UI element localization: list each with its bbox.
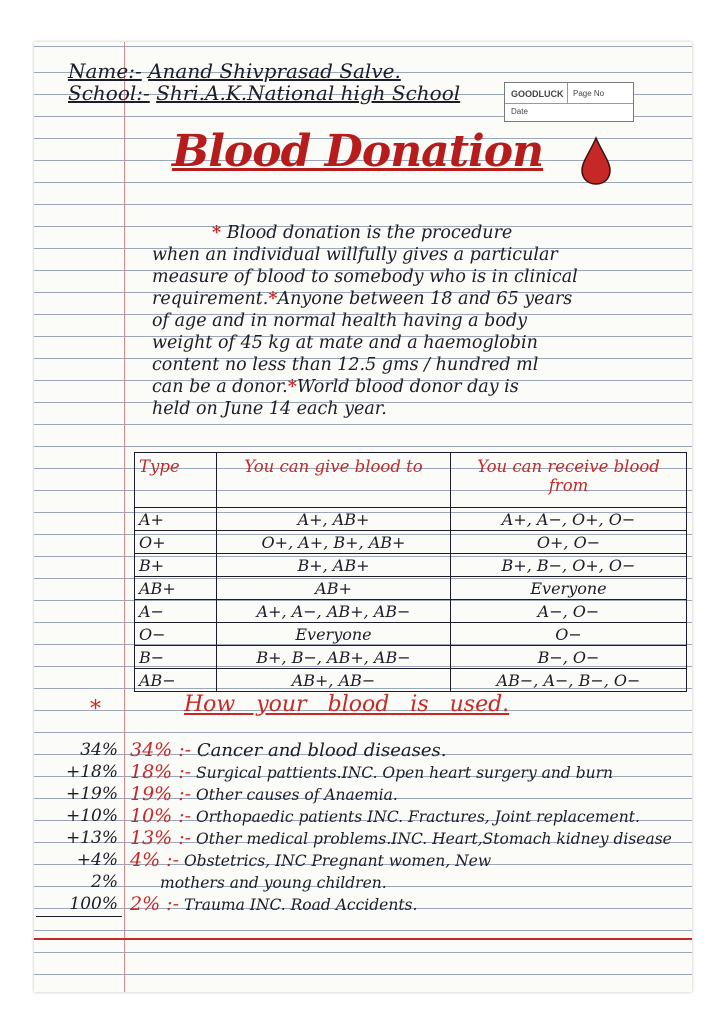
cell-receive: A+, A−, O+, O−	[451, 508, 687, 531]
list-item: mothers and young children.	[160, 874, 387, 892]
cell-receive: Everyone	[451, 577, 687, 600]
cell-receive: B+, B−, O+, O−	[451, 554, 687, 577]
cell-give: Everyone	[217, 623, 451, 646]
para-line: measure of blood to somebody who is in clinical	[152, 267, 578, 287]
name-line	[68, 60, 401, 82]
para-line: when an individual willfully gives a particular	[152, 245, 558, 265]
stamp-brand: GOODLUCK	[511, 89, 564, 99]
sum-value: +18%	[65, 762, 118, 782]
bottom-red-line	[34, 938, 692, 940]
cell-give: AB+, AB−	[217, 669, 451, 692]
para-line: requirement.	[152, 289, 269, 309]
header-give: You can give blood to	[217, 453, 451, 508]
cell-receive: B−, O−	[451, 646, 687, 669]
sum-total: 100%	[69, 894, 118, 914]
cell-give: A+, AB+	[217, 508, 451, 531]
table-header-row	[135, 453, 687, 508]
para-line: weight of 45 kg at mate and a haemoglobin	[152, 333, 538, 353]
name-label: Name:-	[68, 59, 142, 83]
name-value: Anand Shivprasad Salve.	[148, 59, 401, 83]
cell-receive: AB−, A−, B−, O−	[451, 669, 687, 692]
margin-line	[124, 42, 125, 992]
cell-type: B−	[135, 646, 217, 669]
cell-give: AB+	[217, 577, 451, 600]
notebook-page	[34, 42, 692, 992]
cell-give: B+, AB+	[217, 554, 451, 577]
table-row	[135, 623, 687, 646]
percent-sum-column	[34, 739, 124, 915]
stamp-date: Date	[511, 107, 528, 116]
blood-uses-list	[130, 739, 690, 915]
cell-type: AB−	[135, 669, 217, 692]
cell-type: O+	[135, 531, 217, 554]
table-row	[135, 531, 687, 554]
list-item: 18% :- Surgical pattients.INC. Open heart surgery and burn	[130, 761, 613, 783]
table-row	[135, 577, 687, 600]
table-row	[135, 508, 687, 531]
table-row	[135, 600, 687, 623]
stamp-page-no: Page No	[573, 89, 605, 98]
list-item: 19% :- Other causes of Anaemia.	[130, 783, 398, 805]
blood-drop-icon	[580, 136, 612, 186]
cell-type: B+	[135, 554, 217, 577]
sum-value: 34%	[80, 740, 118, 760]
cell-type: O−	[135, 623, 217, 646]
sum-value: 2%	[91, 872, 118, 892]
sum-value: +10%	[65, 806, 118, 826]
cell-receive: O+, O−	[451, 531, 687, 554]
list-item: 10% :- Orthopaedic patients INC. Fractures, Joint replacement.	[130, 805, 640, 827]
how-used-heading: How your blood is used.	[184, 692, 510, 717]
blood-type-table	[134, 452, 687, 692]
intro-paragraph: * Blood donation is the procedure when an individual willfully gives a particular measure of blood to somebody who is in clinical requirement.*Anyone between 18 and 65 years of age and in normal health having a body weight of 45 kg at mate and a haemoglobin content no less than 12.5 gms / hundred ml can be a donor.*World blood donor day is held on June 14 each year.	[152, 223, 578, 419]
cell-give: B+, B−, AB+, AB−	[217, 646, 451, 669]
cell-receive: A−, O−	[451, 600, 687, 623]
table-row	[135, 554, 687, 577]
cell-give: O+, A+, B+, AB+	[217, 531, 451, 554]
list-item: 13% :- Other medical problems.INC. Heart,Stomach kidney disease	[130, 827, 672, 849]
para-line: Anyone between 18 and 65 years	[277, 289, 573, 309]
para-line: World blood donor day is	[296, 377, 519, 397]
header-type: Type	[135, 453, 217, 508]
table-row	[135, 669, 687, 692]
school-value: Shri.A.K.National high School	[156, 81, 461, 105]
cell-type: A+	[135, 508, 217, 531]
para-line: held on June 14 each year.	[152, 399, 387, 419]
list-item: 34% :- Cancer and blood diseases.	[130, 739, 447, 761]
sum-value: +4%	[76, 850, 118, 870]
para-line: Blood donation is the procedure	[226, 223, 513, 243]
page-stamp	[504, 82, 634, 122]
school-line	[68, 82, 460, 104]
cell-type: AB+	[135, 577, 217, 600]
cell-type: A−	[135, 600, 217, 623]
header-receive: You can receive blood from	[451, 453, 687, 508]
list-item: 2% :- Trauma INC. Road Accidents.	[130, 893, 418, 915]
school-label: School:-	[68, 81, 150, 105]
sum-underline	[36, 916, 122, 917]
para-line: can be a donor.	[152, 377, 288, 397]
cell-give: A+, A−, AB+, AB−	[217, 600, 451, 623]
para-line: content no less than 12.5 gms / hundred ml	[152, 355, 539, 375]
page-title: Blood Donation	[172, 126, 544, 177]
sum-value: +13%	[65, 828, 118, 848]
used-star: *	[90, 697, 101, 722]
list-item: 4% :- Obstetrics, INC Pregnant women, New	[130, 849, 492, 871]
para-line: of age and in normal health having a body	[152, 311, 527, 331]
table-row	[135, 646, 687, 669]
cell-receive: O−	[451, 623, 687, 646]
sum-value: +19%	[65, 784, 118, 804]
